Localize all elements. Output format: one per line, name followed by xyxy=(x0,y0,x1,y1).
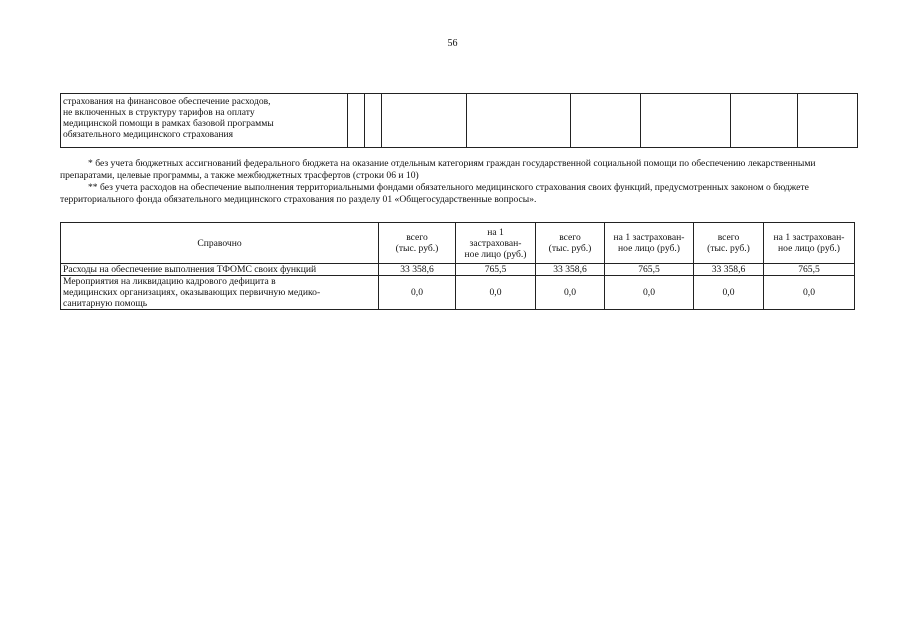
table-cell: 765,5 xyxy=(456,264,536,276)
table-cell xyxy=(798,94,858,148)
column-header-total-1: всего (тыс. руб.) xyxy=(379,223,456,264)
table-cell xyxy=(365,94,382,148)
table-cell xyxy=(641,94,731,148)
table-row xyxy=(61,264,855,276)
continuation-table xyxy=(60,93,858,148)
row-label: Расходы на обеспечение выполнения ТФОМС своих функций xyxy=(61,264,379,276)
table-cell: 765,5 xyxy=(764,264,855,276)
footnotes xyxy=(60,158,860,206)
table-row xyxy=(61,94,858,148)
column-header-per-insured-1: на 1 застрахован- ное лицо (руб.) xyxy=(456,223,536,264)
table-cell: 0,0 xyxy=(764,276,855,310)
table-cell xyxy=(467,94,571,148)
table-cell: 33 358,6 xyxy=(536,264,605,276)
table-cell: 0,0 xyxy=(605,276,694,310)
table-cell: 0,0 xyxy=(536,276,605,310)
footnote-1: * без учета бюджетных ассигнований федерального бюджета на оказание отдельным категориям граждан государственной социальной помощи по обеспечению лекарственными препаратами, целевые программы, а также межбюджетных трасфертов (строки 06 и 10) xyxy=(60,158,816,181)
page-number: 56 xyxy=(447,38,458,49)
table-cell: 0,0 xyxy=(694,276,764,310)
table-cell: 33 358,6 xyxy=(379,264,456,276)
table-cell: 0,0 xyxy=(456,276,536,310)
column-header-per-insured-2: на 1 застрахован- ное лицо (руб.) xyxy=(605,223,694,264)
table-cell xyxy=(571,94,641,148)
column-header-per-insured-3: на 1 застрахован- ное лицо (руб.) xyxy=(764,223,855,264)
table-cell: 765,5 xyxy=(605,264,694,276)
table-cell: 0,0 xyxy=(379,276,456,310)
table-cell xyxy=(382,94,467,148)
row-description: страхования на финансовое обеспечение расходов, не включенных в структуру тарифов на оплату медицинской помощи в рамках базовой программы обязательного медицинского страхования xyxy=(61,94,348,148)
row-label: Мероприятия на ликвидацию кадрового дефицита в медицинских организациях, оказывающих первичную медико- санитарную помощь xyxy=(61,276,379,310)
column-header-total-2: всего (тыс. руб.) xyxy=(536,223,605,264)
column-header-total-3: всего (тыс. руб.) xyxy=(694,223,764,264)
table-header-row xyxy=(61,223,855,264)
table-row xyxy=(61,276,855,310)
footnote-2: ** без учета расходов на обеспечение выполнения территориальными фондами обязательного медицинского страхования своих функций, предусмотренных законом о бюджете территориального фонда обязательного медицинского страхования по разделу 01 «Общегосударственные вопросы». xyxy=(60,182,809,205)
table-cell xyxy=(731,94,798,148)
table-cell xyxy=(348,94,365,148)
table-cell: 33 358,6 xyxy=(694,264,764,276)
reference-table xyxy=(60,222,855,310)
column-header-reference: Справочно xyxy=(61,223,379,264)
